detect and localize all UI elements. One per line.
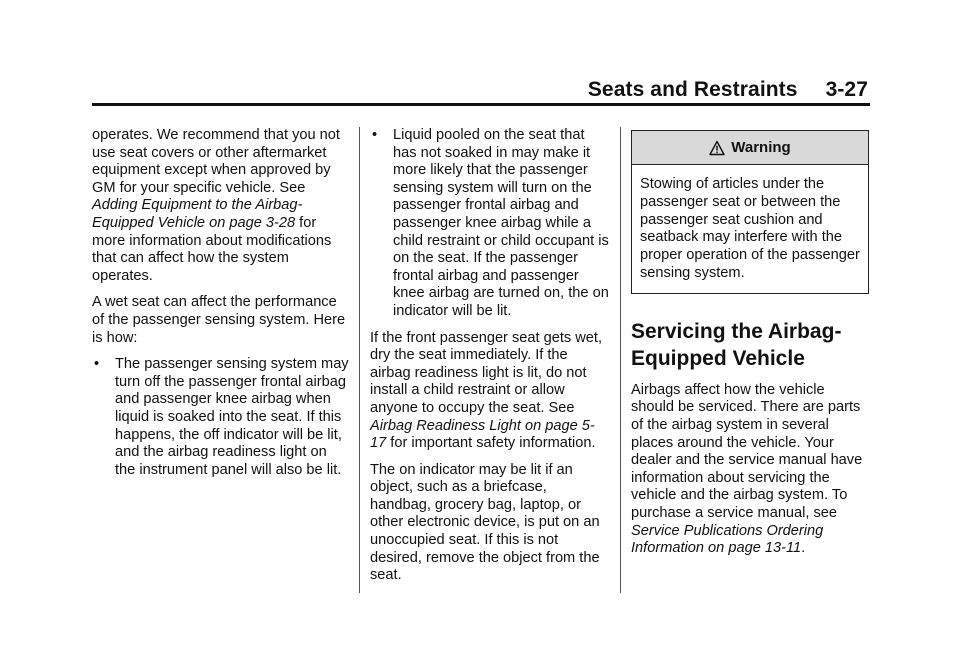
column-right [631, 127, 869, 567]
page-header [0, 78, 960, 112]
column-divider [359, 127, 360, 593]
column-divider [620, 127, 621, 593]
bullet-icon: • [372, 127, 378, 143]
bullet-item [92, 356, 350, 479]
warning-box [631, 130, 869, 294]
bullet-text: The passenger sensing system may turn off the passenger frontal airbag and passenger knee airbag when liquid is soaked into the seat. If this happens, the off indicator will be lit, and the airbag readiness light on the instrument panel will also be lit. [115, 356, 349, 478]
paragraph: The on indicator may be lit if an object, such as a briefcase, handbag, grocery bag, laptop, or other electronic device, is put on an unoccupied seat. If this is not desired, remove the object from the seat. [370, 461, 600, 584]
text: . [801, 540, 806, 557]
bullet-item [370, 127, 610, 321]
header-text [588, 78, 868, 102]
section-heading: Servicing the Airbag-Equipped Vehicle [631, 319, 842, 370]
paragraph [631, 382, 869, 558]
text: Airbags affect how the vehicle should be serviced. There are parts of the airbag system in several places around the vehicle. Your dealer and the service manual have information about servicing the vehicle and the airbag system. To purchase a service manual, see [631, 381, 863, 521]
page-number: 3-27 [825, 78, 868, 101]
warning-title: Warning [731, 138, 791, 156]
warning-triangle-icon [709, 140, 725, 156]
text: If the front passenger seat gets wet, dry the seat immediately. If the airbag readiness light is lit, do not install a child restraint or allow anyone to occupy the seat. See [370, 329, 603, 416]
column-middle [370, 127, 610, 594]
paragraph [370, 330, 610, 453]
header-rule [92, 103, 870, 106]
cross-reference-link[interactable]: Adding Equipment to the Airbag-Equipped Vehicle on page 3-28 [92, 197, 303, 231]
text: for important safety information. [386, 435, 596, 452]
cross-reference-link[interactable]: Service Publications Ordering Information on page 13-11 [631, 522, 824, 557]
paragraph: A wet seat can affect the performance of the passenger sensing system. Here is how: [92, 294, 346, 346]
cross-reference-link[interactable]: Airbag Readiness Light on page 5-17 [370, 417, 595, 452]
bullet-icon: • [94, 356, 100, 373]
warning-header [632, 131, 868, 165]
column-left [92, 127, 350, 488]
paragraph [92, 127, 350, 285]
text: for more information about modifications that can affect how the system operates. [92, 214, 332, 284]
text: operates. We recommend that you not use seat covers or other aftermarket equipment except when approved by GM for your specific vehicle. See [92, 127, 340, 196]
warning-text: Stowing of articles under the passenger seat or between the passenger seat cushion and seatback may interfere with the proper operation of the passenger sensing system. [640, 176, 860, 281]
section-title: Seats and Restraints [587, 78, 798, 101]
bullet-text: Liquid pooled on the seat that has not soaked in may make it more likely that the passenger sensing system will turn on the passenger frontal airbag and passenger knee airbag while a child restraint or child occupant is on the seat. If the passenger frontal airbag and passenger knee airbag are turned on, the on indicator will be lit. [393, 127, 609, 319]
